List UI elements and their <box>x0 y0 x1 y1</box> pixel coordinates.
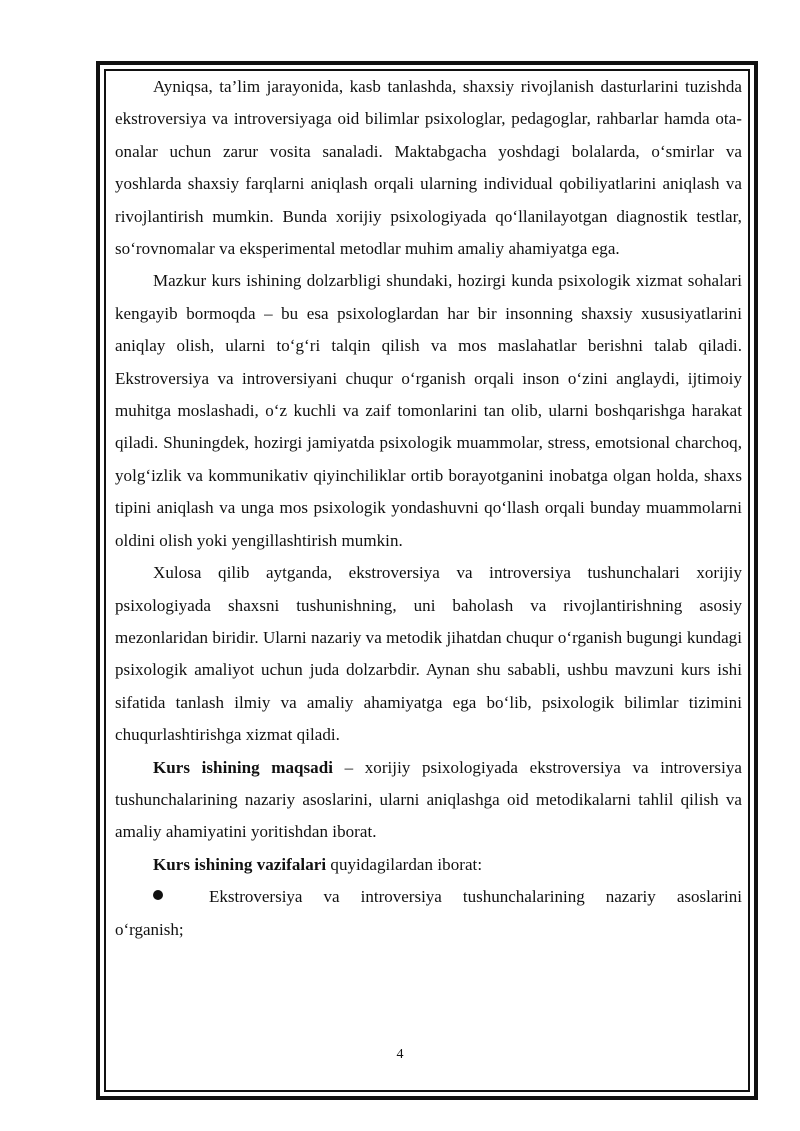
bullet-icon <box>153 890 163 900</box>
list-item-text-first-line: Ekstroversiya va introversiya tushunchalarining nazariy asoslarini <box>209 887 742 907</box>
paragraph-1: Ayniqsa, ta’lim jarayonida, kasb tanlashda, shaxsiy rivojlanish dasturlarini tuzishda ekstroversiya va introversiyaga oid bilimlar psixologlar, pedagoglar, rahbarlar hamda ota-onalar uchun zarur vosita sanaladi. Maktabgacha yoshdagi bolalarda, o‘smirlar va yoshlarda shaxsiy farqlarni aniqlash orqali ularning individual qobiliyatlarini aniqlash va rivojlantirish mumkin. Bunda xorijiy psixologiyada qo‘llanilayotgan diagnostik testlar, so‘rovnomalar va eksperimental metodlar muhim amaliy ahamiyatga ega. <box>115 77 742 259</box>
paragraph-tasks <box>115 849 742 881</box>
goal-text: – xorijiy psixologiyada ekstroversiya va introversiya tushunchalarining nazariy asoslarini, ularni aniqlashga oid metodikalarni tahlil qilish va amaliy ahamiyatini yoritishdan iborat. <box>115 757 742 842</box>
paragraph-2: Mazkur kurs ishining dolzarbligi shundaki, hozirgi kunda psixologik xizmat sohalari kengayib bormoqda – bu esa psixologlardan har bir insonning shaxsiy xususiyatlarini aniqlay olish, ularni to‘g‘ri talqin qilish va mos maslahatlar berishni talab qiladi. Ekstroversiya va introversiyani chuqur o‘rganish orqali inson o‘zini anglaydi, ijtimoiy muhitga moslashadi, o‘z kuchli va zaif tomonlarini tan olib, ularni boshqarishga harakat qiladi. Shuningdek, hozirgi jamiyatda psixologik muammolar, stress, emotsional charchoq, yolg‘izlik va kommunikativ qiyinchiliklar ortib borayotganini inobatga olgan holda, shaxs tipini aniqlash va unga mos psixologik yondashuvni qo‘llash orqali bunday muammolarni oldini olish yoki yengillashtirish mumkin. <box>115 271 742 550</box>
page-number: 4 <box>396 1047 404 1062</box>
tasks-text: quyidagilardan iborat: <box>326 854 483 874</box>
list-item <box>115 881 742 946</box>
goal-heading: Kurs ishining maqsadi <box>153 757 334 777</box>
tasks-heading: Kurs ishining vazifalari <box>153 854 327 874</box>
paragraph-goal <box>115 752 742 849</box>
list-item-text-continuation: o‘rganish; <box>115 919 184 939</box>
paragraph-3: Xulosa qilib aytganda, ekstroversiya va introversiya tushunchalari xorijiy psixologiyada shaxsni tushunishning, uni baholash va rivojlantirishning asosiy mezonlaridan biridir. Ularni nazariy va metodik jihatdan chuqur o‘rganish bugungi kundagi psixologik amaliyot uchun juda dolzarbdir. Aynan shu sababli, ushbu mavzuni kurs ishi sifatida tanlash ilmiy va amaliy ahamiyatga ega bo‘lib, psixologik bilimlar tizimini chuqurlashtirishga xizmat qiladi. <box>115 563 742 745</box>
page-content <box>115 71 742 946</box>
